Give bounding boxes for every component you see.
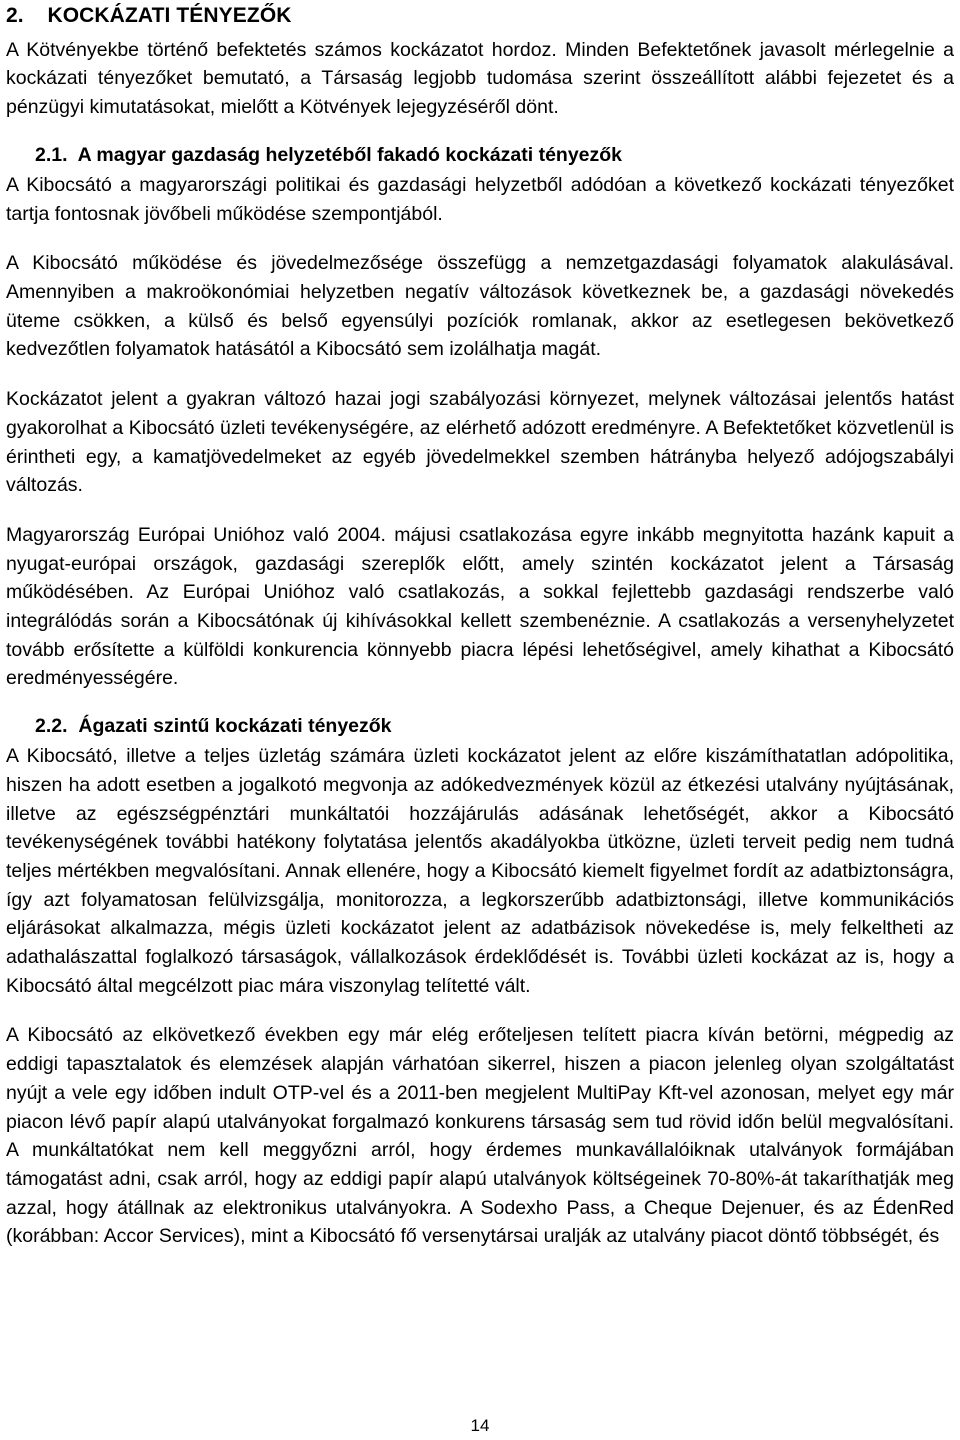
paragraph: A Kibocsátó működése és jövedelmezősége összefügg a nemzetgazdasági folyamatok alakulásával. Amennyiben a makroökonómiai helyzetben negatív változások következnek be, a gazdasági növekedés üteme csökken, a külső és belső egyensúlyi pozíciók romlanak, akkor az esetlegesen bekövetkező kedvezőtlen folyamatok hatásától a Kibocsátó sem izolálhatja magát. bbox=[6, 252, 954, 361]
subsection-heading-2-2: 2.2. Ágazati szintű kockázati tényezők bbox=[35, 715, 392, 738]
page-number: 14 bbox=[470, 1416, 490, 1435]
section-heading: 2. KOCKÁZATI TÉNYEZŐK bbox=[6, 4, 292, 27]
subsection-heading-2-1: 2.1. A magyar gazdaság helyzetéből fakadó kockázati tényezők bbox=[35, 143, 623, 166]
paragraph: A Kibocsátó a magyarországi politikai és gazdasági helyzetből adódóan a következő kockázati tényezőket tartja fontosnak jövőbeli működése szempontjából. bbox=[6, 173, 954, 225]
document-page bbox=[6, 0, 954, 1251]
section-intro-paragraph: A Kötvényekbe történő befektetés számos kockázatot hordoz. Minden Befektetőnek javasolt mérlegelnie a kockázati tényezőket bemutató, a Társaság legjobb tudomása szerint összeállított alábbi fejezetet és a pénzügyi kimutatásokat, mielőtt a Kötvények lejegyzéséről dönt. bbox=[6, 39, 954, 118]
paragraph: Magyarország Európai Unióhoz való 2004. májusi csatlakozása egyre inkább megnyitotta hazánk kapuit a nyugat-európai országok, gazdasági szereplők előtt, amely szintén kockázatot jelent a Társaság működésében. Az Európai Unióhoz való csatlakozás, a sokkal fejlettebb gazdasági rendszerbe való integrálódás során a Kibocsátónak új kihívásokkal kellett szembenéznie. A csatlakozás a versenyhelyzetet tovább erősítette a külföldi konkurencia könnyebb piacra lépési lehetőségivel, amely kihathat a Kibocsátó eredményességére. bbox=[6, 523, 954, 690]
paragraph: A Kibocsátó, illetve a teljes üzletág számára üzleti kockázatot jelent az előre kiszámíthatatlan adópolitika, hiszen ha adott esetben a jogalkotó megvonja az adókedvezmények közül az étkezési utalvány nyújtásának, illetve az egészségpénztári munkáltatói hozzájárulás adásának lehetőségét, akkor a Kibocsátó tevékenységének további hatékony folytatása jelentős akadályokba ütközne, üzleti terveit pedig nem tudná teljes mértékben megvalósítani. Annak ellenére, hogy a Kibocsátó kiemelt figyelmet fordít az adatbiztonságra, így azt folyamatosan felülvizsgálja, monitorozza, a legkorszerűbb adatbiztonsági, illetve kommunikációs eljárásokat alkalmazza, mégis üzleti kockázatot jelent az adatbázisok növekedése is, mely felkeltheti az adathalászattal foglalkozó társaságok, vállalkozások érdeklődését is. További üzleti kockázat az is, hogy a Kibocsátó által megcélzott piac mára viszonylag telítetté vált. bbox=[6, 745, 954, 997]
paragraph: Kockázatot jelent a gyakran változó hazai jogi szabályozási környezet, melynek változásai jelentős hatást gyakorolhat a Kibocsátó üzleti tevékenységére, az elérhető adózott eredményre. A Befektetőket közvetlenül is érintheti egy, a kamatjövedelmeket az egyéb jövedelmekkel szemben hátrányba helyező adójogszabályi változás. bbox=[6, 388, 954, 497]
paragraph: A Kibocsátó az elkövetkező években egy már elég erőteljesen telített piacra kíván betörni, mégpedig az eddigi tapasztalatok és elemzések alapján várhatóan sikerrel, hiszen a piacon jelenleg olyan szolgáltatást nyújt a vele egy időben indult OTP-vel és a 2011-ben megjelent MultiPay Kft-vel azonosan, melyet egy már piacon lévő papír alapú utalványokat forgalmazó konkurens társaság sem tud rövid időn belül megvalósítani. A munkáltatókat nem kell meggyőzni arról, hogy érdemes munkavállalóiknak utalványok formájában támogatást adni, csak arról, hogy az eddigi papír alapú utalványok költségeinek 70-80%-át takaríthatják meg azzal, hogy átállnak az elektronikus utalványokra. A Sodexho Pass, a Cheque Dejenuer, és az ÉdenRed (korábban: Accor Services), mint a Kibocsátó fő versenytársai uralják az utalvány piacot döntő többségét, és bbox=[6, 1024, 954, 1248]
